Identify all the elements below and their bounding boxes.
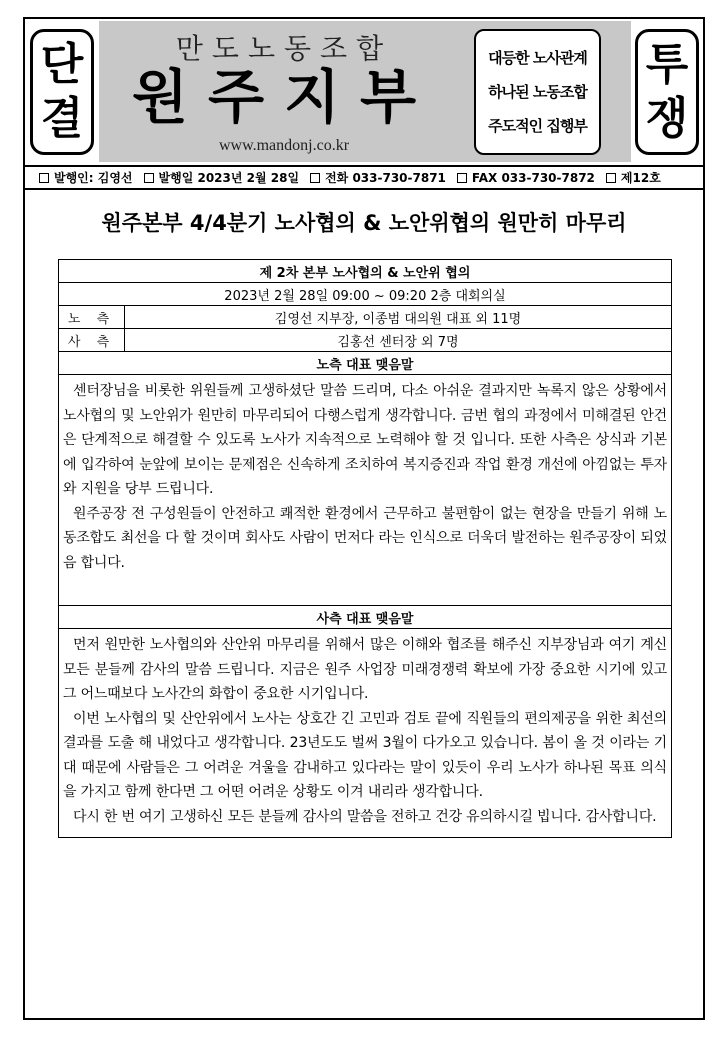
labor-remarks-title: 노측 대표 맺음말 xyxy=(59,352,672,375)
headline: 원주본부 4/4분기 노사협의 & 노안위협의 원만히 마무리 xyxy=(101,211,627,235)
mgmt-remarks-body xyxy=(59,629,672,838)
checkbox-icon xyxy=(39,173,49,183)
branch-name: 원주지부 xyxy=(131,63,437,131)
paragraph: 이번 노사협의 및 산안위에서 노사는 상호간 긴 고민과 검토 끝에 직원들의 편의제공을 위한 최선의 결과를 도출 해 내었다고 생각합니다. 23년도도 벌써 3월이 다가오고 있습니다. 봄이 올 것 이라는 기대 때문에 사람들은 그 어려운 겨울을 감내하고 있다라는 말이 있듯이 우리 노사가 하나된 목표 의식을 가지고 함께 한다면 그 어떤 어려운 상황도 이겨 내리라 생각합니다. xyxy=(63,710,667,800)
masthead xyxy=(25,19,703,167)
slogan-line: 하나된 노동조합 xyxy=(488,83,587,101)
paragraph: 다시 한 번 여기 고생하신 모든 분들께 감사의 말씀을 전하고 건강 유의하시길 빕니다. 감사합니다. xyxy=(73,808,657,825)
paragraph: 먼저 원만한 노사협의와 산안위 마무리를 위해서 많은 이해와 협조를 해주신 지부장님과 여기 계신 모든 분들께 감사의 말씀 드립니다. 지금은 원주 사업장 미래경쟁력 확보에 가장 중요한 시기에 있고 그 어느때보다 노사간의 화합이 중요한 시기입니다. xyxy=(63,637,667,702)
publish-date-info: 발행일 2023년 2월 28일 xyxy=(144,169,300,186)
checkbox-icon xyxy=(310,173,320,183)
labor-side-label: 노 측 xyxy=(59,306,125,329)
mgmt-side-attendees: 김홍선 센터장 외 7명 xyxy=(125,329,672,352)
publisher-info: 발행인: 김영선 xyxy=(39,169,133,186)
unity-motto-box xyxy=(30,29,94,155)
publication-info-bar xyxy=(25,167,703,190)
struggle-motto-box xyxy=(635,29,699,155)
checkbox-icon xyxy=(457,173,467,183)
website-url: www.mandonj.co.kr xyxy=(218,137,350,154)
paragraph: 원주공장 전 구성원들이 안전하고 쾌적한 환경에서 근무하고 불편함이 없는 현장을 만들기 위해 노동조합도 최선을 다 할 것이며 회사도 사람이 먼저다 라는 인식으로 더욱더 발전하는 원주공장이 되었음 합니다. xyxy=(63,505,667,571)
phone-info: 전화 033-730-7871 xyxy=(310,169,446,186)
paragraph: 센터장님을 비롯한 위원들께 고생하셨단 말씀 드리며, 다소 아쉬운 결과지만 녹록지 않은 상황에서 노사협의 및 노안위가 원만히 마무리되어 다행스럽게 생각합니다. 금번 협의 과정에서 미해결된 안건은 단계적으로 해결할 수 있도록 노사가 지속적으로 노력해야 할 것 입니다. 또한 사측은 상식과 기본에 입각하여 눈앞에 보이는 문제점은 신속하게 조치하여 복지증진과 작업 환경 개선에 아낌없는 투자와 지원을 당부 드립니다. xyxy=(63,383,667,497)
checkbox-icon xyxy=(606,173,616,183)
union-name: 만도노동조합 xyxy=(175,32,393,65)
motto-char: 결 xyxy=(40,93,84,144)
mgmt-side-label: 사 측 xyxy=(59,329,125,352)
motto-char: 단 xyxy=(40,39,84,90)
meeting-title: 제 2차 본부 노사협의 & 노안위 협의 xyxy=(59,260,672,283)
issue-number-info: 제12호 xyxy=(606,169,661,186)
labor-remarks-body xyxy=(59,375,672,606)
motto-char: 투 xyxy=(645,39,689,90)
newsletter-frame xyxy=(23,17,705,1020)
fax-info: FAX 033-730-7872 xyxy=(457,171,595,185)
slogan-box xyxy=(474,29,601,155)
meeting-datetime: 2023년 2월 28일 09:00 ~ 09:20 2층 대회의실 xyxy=(59,283,672,306)
slogan-line: 대등한 노사관계 xyxy=(488,49,587,67)
motto-char: 쟁 xyxy=(645,93,689,144)
checkbox-icon xyxy=(144,173,154,183)
slogan-line: 주도적인 집행부 xyxy=(488,117,587,135)
mgmt-remarks-title: 사측 대표 맺음말 xyxy=(59,606,672,629)
labor-side-attendees: 김영선 지부장, 이종범 대의원 대표 외 11명 xyxy=(125,306,672,329)
meeting-table xyxy=(58,259,672,838)
